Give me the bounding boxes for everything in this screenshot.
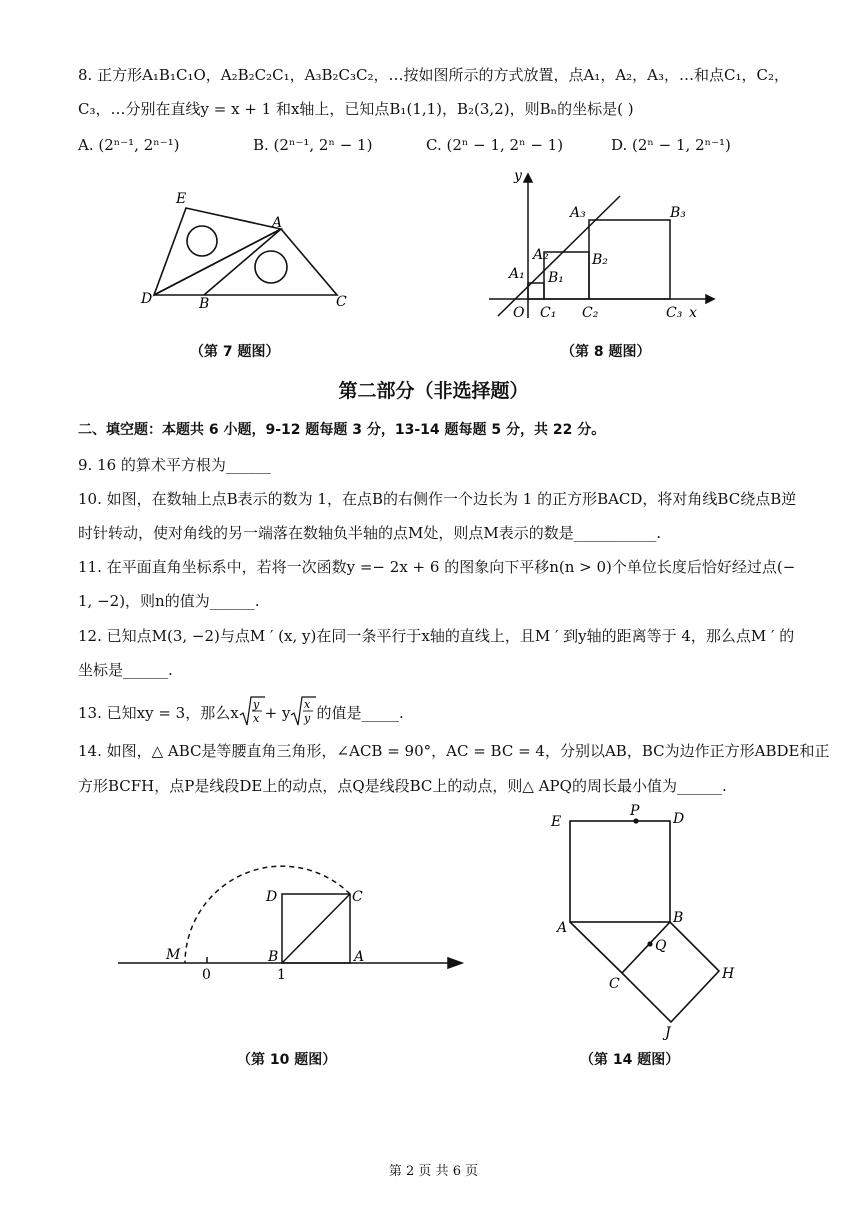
fig8-label-a3: A₃ (570, 205, 586, 221)
fig10-label-m: M (166, 947, 181, 963)
section-2-heading: 二、填空题：本题共 6 小题，9-12 题每题 3 分，13-14 题每题 5 分，共 22 分。 (78, 422, 606, 438)
fig7-label-b: B (199, 296, 210, 312)
fig8-label-c3: C₃ (666, 305, 683, 321)
q13-frac2-den: y (304, 712, 311, 725)
fig14-segment-ac (570, 922, 622, 973)
q13-prefix: 13. 已知xy = 3，那么x (78, 704, 239, 722)
fig10-label-b: B (268, 949, 279, 965)
q12-line-1: 12. 已知点M(3, −2)与点M ′ (x, y)在同一条平行于x轴的直线上，且M ′ 到y轴的距离等于 4，那么点M ′ 的 (78, 627, 795, 645)
q14-line-2: 方形BCFH，点P是线段DE上的动点，点Q是线段BC上的动点，则△ APQ的周长最小值为______. (78, 777, 727, 795)
fig14-label-q: Q (655, 938, 667, 954)
fig7-label-a: A (272, 215, 283, 231)
fig10-caption: （第 10 题图） (237, 1052, 337, 1068)
fig8-label-c1: C₁ (540, 305, 557, 321)
fig10-label-1: 1 (277, 967, 286, 983)
q10-line-2: 时针转动，使对角线的另一端落在数轴负半轴的点M处，则点M表示的数是___________. (78, 524, 661, 542)
q12-line-2: 坐标是______. (78, 661, 173, 679)
fig7-label-c: C (336, 294, 347, 310)
q11-line-1: 11. 在平面直角坐标系中，若将一次函数y =− 2x + 6 的图象向下平移n(n > 0)个单位长度后恰好经过点(− (78, 558, 796, 576)
q8-choice-c: C. (2ⁿ − 1, 2ⁿ − 1) (426, 136, 564, 154)
part-2-title: 第二部分（非选择题） (338, 380, 529, 402)
fig14-label-h: H (722, 966, 735, 982)
q13-frac1-den: x (252, 712, 259, 725)
q8-line-2: C₃，…分别在直线y = x + 1 和x轴上，已知点B₁(1,1)，B₂(3,2)，则Bₙ的坐标是( ) (78, 100, 634, 118)
fig10-label-a: A (354, 949, 365, 965)
fig8-caption: （第 8 题图） (561, 344, 651, 360)
fig14-label-a: A (557, 920, 568, 936)
q10-line-1: 10. 如图，在数轴上点B表示的数为 1，在点B的右侧作一个边长为 1 的正方形BACD，将对角线BC绕点B逆 (78, 490, 797, 508)
fig14-caption: （第 14 题图） (580, 1052, 680, 1068)
fig14-point-q (647, 941, 652, 946)
fig14-square-bcfh (622, 922, 719, 1022)
q8-choice-d: D. (2ⁿ − 1, 2ⁿ⁻¹) (611, 136, 731, 154)
fig8-label-a1: A₁ (509, 266, 525, 282)
q9-text: 9. 16 的算术平方根为______ (78, 456, 271, 474)
q8-line-1: 8. 正方形A₁B₁C₁O，A₂B₂C₂C₁，A₃B₂C₃C₂，…按如图所示的方式放置，点A₁，A₂，A₃，…和点C₁，C₂， (78, 66, 789, 84)
fig8-label-a2: A₂ (533, 247, 549, 263)
fig10-label-0: 0 (202, 967, 211, 983)
fig8-label-x: x (689, 305, 697, 321)
q8-choice-a: A. (2ⁿ⁻¹, 2ⁿ⁻¹) (78, 136, 180, 154)
page-footer: 第 2 页 共 6 页 (388, 1164, 479, 1179)
fig14-label-e: E (551, 814, 562, 830)
fig10-label-d: D (266, 889, 278, 905)
q13-suffix: 的值是_____. (316, 704, 404, 722)
fig10-label-c: C (352, 889, 363, 905)
q11-line-2: 1, −2)，则n的值为______. (78, 592, 260, 610)
fig7-label-d: D (141, 291, 153, 307)
fig14-square-abde (570, 821, 670, 922)
fig14-label-d: D (673, 811, 685, 827)
q13-plus: + y (264, 704, 291, 722)
fig14-label-j: J (665, 1025, 671, 1041)
q8-choice-b: B. (2ⁿ⁻¹, 2ⁿ − 1) (253, 136, 373, 154)
fig8-label-b3: B₃ (670, 205, 686, 221)
fig8-label-o: O (513, 305, 525, 321)
fig8-label-c2: C₂ (582, 305, 599, 321)
fig14-label-b: B (673, 910, 684, 926)
fig14-point-p (633, 818, 638, 823)
fig8-label-b2: B₂ (592, 252, 608, 268)
q14-line-1: 14. 如图，△ ABC是等腰直角三角形，∠ACB = 90°，AC = BC = 4，分别以AB，BC为边作正方形ABDE和正 (78, 742, 830, 760)
q13-frac2-num: x (304, 698, 311, 711)
fig8-label-b1: B₁ (548, 270, 564, 286)
fig14-label-p: P (630, 803, 640, 819)
q13-frac1-num: y (252, 698, 259, 711)
fig8-label-y: y (514, 168, 522, 184)
fig7-caption: （第 7 题图） (190, 344, 280, 360)
fig7-label-e: E (176, 191, 187, 207)
fig14-label-c: C (609, 976, 620, 992)
